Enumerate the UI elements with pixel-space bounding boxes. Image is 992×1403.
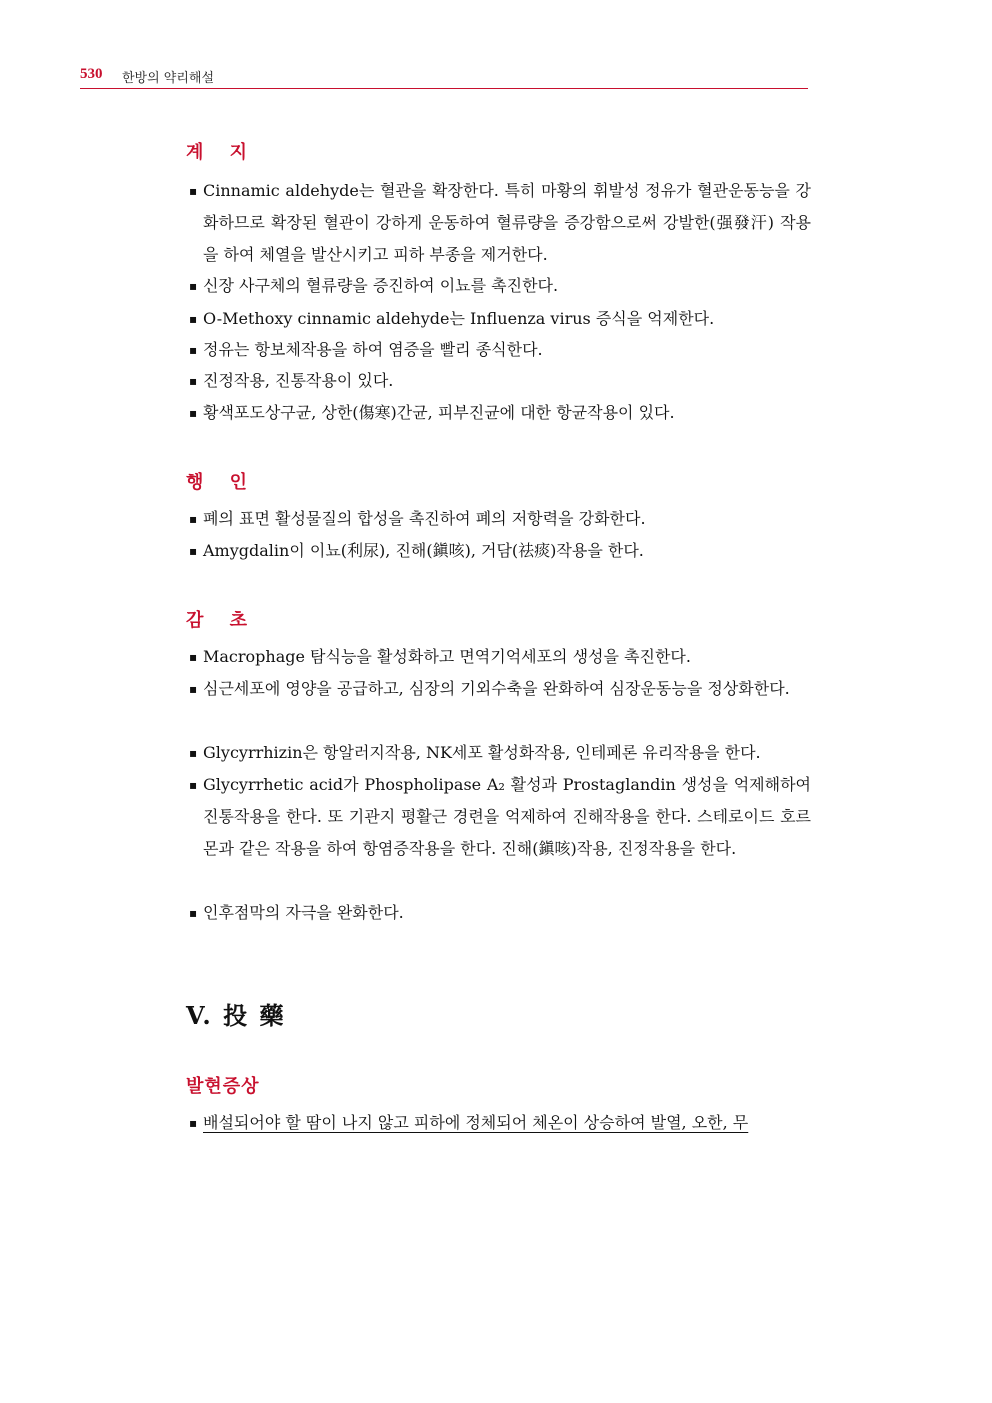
list-item: ▪ Glycyrrhetic acid가 Phospholipase A₂ 활성과 Prostaglandin 생성을 억제해하여 진통작용을 한다. 또 기관지 평활근 경련을 억제하여 진해작용을 한다. 스테로이드 호르몬과 같은 작용을 하여 항염증작용을 한다. 진해(鎭咳)작용, 진정작용을 한다. [189, 769, 811, 865]
bullet-icon: ▪ [189, 184, 198, 198]
list-item: ▪ 폐의 표면 활성물질의 합성을 촉진하여 폐의 저항력을 강화한다. [189, 503, 811, 535]
list-item: ▪ 심근세포에 영양을 공급하고, 심장의 기외수축을 완화하여 심장운동능을 정상화한다. [189, 673, 811, 705]
bullet-icon: ▪ [189, 512, 198, 526]
list-item: ▪ 인후점막의 자극을 완화한다. [189, 897, 811, 929]
chapter-heading: V. 投 藥 [186, 1001, 286, 1030]
bullet-icon: ▪ [189, 343, 198, 357]
section-title-symptoms: 발현증상 [186, 1076, 260, 1097]
bullet-icon: ▪ [189, 312, 198, 326]
list-item: ▪ 신장 사구체의 혈류량을 증진하여 이뇨를 촉진한다. [189, 270, 811, 302]
list-item: ▪ 정유는 항보체작용을 하여 염증을 빨리 종식한다. [189, 334, 811, 366]
bullet-icon: ▪ [189, 544, 198, 558]
bullet-icon: ▪ [189, 778, 198, 792]
list-item: ▪ 황색포도상구균, 상한(傷寒)간균, 피부진균에 대한 항균작용이 있다. [189, 397, 811, 429]
list-item: ▪ O-Methoxy cinnamic aldehyde는 Influenza virus 증식을 억제한다. [189, 303, 811, 335]
bullet-icon: ▪ [189, 746, 198, 760]
bullet-icon: ▪ [189, 406, 198, 420]
bullet-icon: ▪ [189, 1116, 198, 1130]
bullet-icon: ▪ [189, 906, 198, 920]
bullet-icon: ▪ [189, 279, 198, 293]
section-title-haengin: 행 인 [186, 472, 258, 493]
list-item: ▪ Macrophage 탐식능을 활성화하고 면역기억세포의 생성을 촉진한다. [189, 641, 811, 673]
list-item: ▪ Glycyrrhizin은 항알러지작용, NK세포 활성화작용, 인테페론 유리작용을 한다. [189, 737, 811, 769]
list-item: ▪ Amygdalin이 이뇨(利尿), 진해(鎭咳), 거담(祛痰)작용을 한다. [189, 535, 811, 567]
bullet-icon: ▪ [189, 650, 198, 664]
list-item: ▪ 진정작용, 진통작용이 있다. [189, 365, 811, 397]
section-title-gamcho: 감 초 [186, 610, 258, 631]
list-item: ▪ 배설되어야 할 땀이 나지 않고 피하에 정체되어 체온이 상승하여 발열, 오한, 무 [189, 1107, 811, 1139]
list-item: ▪ Cinnamic aldehyde는 혈관을 확장한다. 특히 마황의 휘발성 정유가 혈관운동능을 강화하므로 확장된 혈관이 강하게 운동하여 혈류량을 증강함으로써 강발한(强發汗) 작용을 하여 체열을 발산시키고 피하 부종을 제거한다. [189, 175, 811, 271]
page-header [80, 64, 808, 89]
page-number: 530 [80, 66, 103, 82]
book-title: 한방의 약리해설 [122, 71, 215, 86]
bullet-icon: ▪ [189, 682, 198, 696]
section-title-gyeji: 계 지 [186, 142, 258, 163]
bullet-icon: ▪ [189, 374, 198, 388]
